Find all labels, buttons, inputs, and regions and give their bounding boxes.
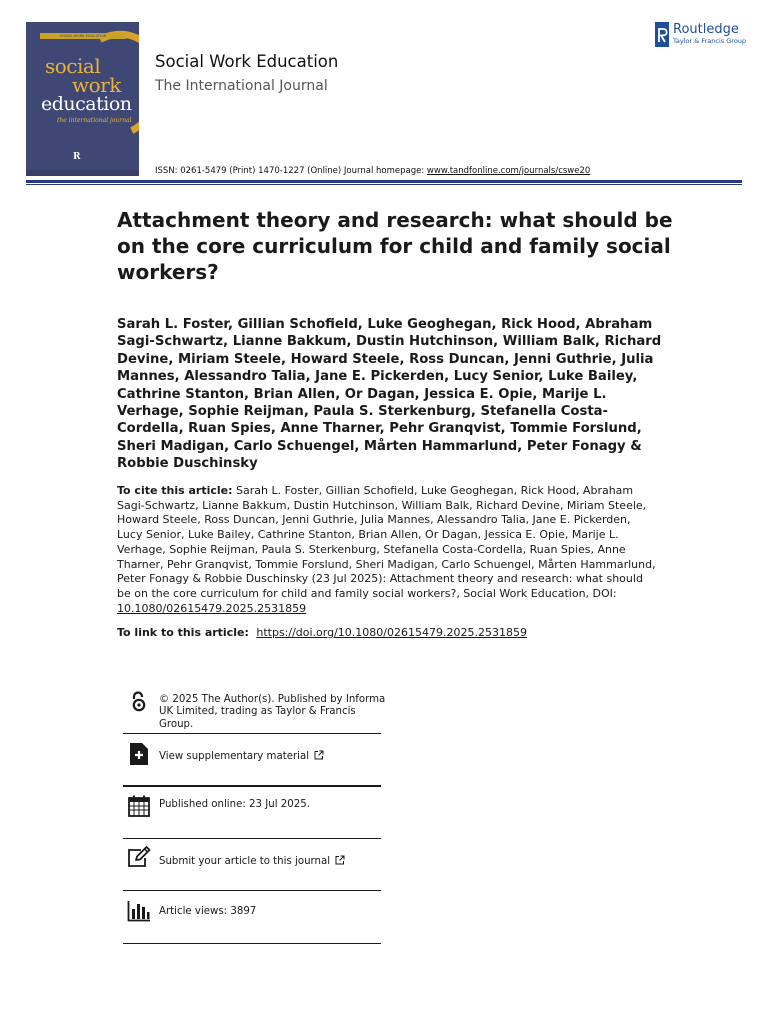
cover-footer-bar: [26, 170, 139, 176]
journal-homepage-link[interactable]: www.tandfonline.com/journals/cswe20: [426, 166, 591, 176]
cover-banner: [40, 33, 126, 39]
submit-block[interactable]: [123, 846, 381, 886]
header-divider-thin: [26, 184, 742, 185]
cover-tagline: the international journal: [57, 117, 132, 124]
open-access-icon: [127, 690, 151, 714]
article-link-line: [117, 626, 527, 639]
supplementary-row[interactable]: [159, 750, 389, 763]
routledge-r-icon: [655, 22, 669, 47]
article-views[interactable]: Article views: 3897: [159, 906, 257, 917]
journal-title[interactable]: Social Work Education: [155, 52, 339, 71]
cover-word-social: social: [45, 54, 101, 78]
cite-label: To cite this article:: [117, 484, 233, 497]
publisher-name: Routledge: [673, 22, 739, 37]
cover-word-education: education: [41, 93, 132, 115]
info-divider: [123, 890, 381, 891]
calendar-icon: [127, 794, 151, 818]
header-divider: [26, 180, 742, 183]
published-block: [123, 794, 381, 834]
issn-text: ISSN: 0261-5479 (Print) 1470-1227 (Online) Journal homepage:: [155, 166, 425, 176]
article-doi-link[interactable]: https://doi.org/10.1080/02615479.2025.2531859: [256, 626, 527, 639]
supplementary-block[interactable]: [123, 742, 381, 782]
external-link-icon: [314, 750, 324, 760]
issn-line: [155, 166, 590, 176]
citation-block: [117, 484, 657, 616]
routledge-mark-icon: [655, 22, 669, 47]
cite-text: Sarah L. Foster, Gillian Schofield, Luke Geoghegan, Rick Hood, Abraham Sagi-Schwartz, Lianne Bakkum, Dustin Hutchinson, William Balk, Richard Devine, Miriam Steele, Howard Steele, Ross Duncan, Jenni Guthrie, Julia Mannes, Alessandro Talia, Jane E. Pickerden, Lucy Senior, Luke Bailey, Cathrine Stanton, Brian Allen, Or Dagan, Jessica E. Opie, Marije L. Verhage, Sophie Reijman, Paula S. Sterkenburg, Stefanella Costa-Cordella, Ruan Spies, Anne Tharner, Pehr Granqvist, Tommie Forslund, Sheri Madigan, Carlo Schuengel, Mårten Hammarlund, Peter Fonagy & Robbie Duschinsky (23 Jul 2025): Attachment theory and research: what should be on the core curriculum for child and family social workers?, Social Work Education, DOI:: [117, 484, 656, 600]
cover-word-work: work: [72, 73, 121, 97]
license-text: © 2025 The Author(s). Published by Informa UK Limited, trading as Taylor & Francis Group.: [159, 694, 386, 730]
cover-publisher-mark: R: [73, 152, 81, 162]
publisher-logo[interactable]: [655, 22, 746, 47]
external-link-icon: [335, 855, 345, 865]
article-title: Attachment theory and research: what should be on the core curriculum for child and family social workers?: [117, 208, 673, 284]
article-authors: Sarah L. Foster, Gillian Schofield, Luke Geoghegan, Rick Hood, Abraham Sagi-Schwartz, Lianne Bakkum, Dustin Hutchinson, William Balk, Richard Devine, Miriam Steele, Howard Steele, Ross Duncan, Jenni Guthrie, Julia Mannes, Alessandro Talia, Jane E. Pickerden, Lucy Senior, Luke Bailey, Cathrine Stanton, Brian Allen, Or Dagan, Jessica E. Opie, Marije L. Verhage, Sophie Reijman, Paula S. Sterkenburg, Stefanella Costa-Cordella, Ruan Spies, Anne Tharner, Pehr Granqvist, Tommie Forslund, Sheri Madigan, Carlo Schuengel, Mårten Hammarlund, Peter Fonagy & Robbie Duschinsky: [117, 317, 662, 472]
info-divider: [123, 733, 381, 734]
info-divider: [123, 838, 381, 839]
journal-subtitle: The International Journal: [155, 78, 328, 94]
submit-article-link[interactable]: Submit your article to this journal: [159, 856, 331, 867]
published-date: Published online: 23 Jul 2025.: [159, 799, 310, 810]
supplementary-link[interactable]: View supplementary material: [159, 751, 310, 762]
views-block[interactable]: [123, 899, 381, 939]
bar-chart-icon: [127, 899, 151, 923]
publisher-subtitle: Taylor & Francis Group: [673, 37, 747, 45]
cite-doi-link[interactable]: 10.1080/02615479.2025.2531859: [117, 601, 307, 615]
info-divider: [123, 943, 381, 944]
license-block: [123, 690, 386, 734]
journal-cover-image[interactable]: [26, 22, 139, 176]
edit-icon: [127, 846, 151, 870]
link-label: To link to this article:: [117, 626, 249, 639]
submit-row[interactable]: [159, 855, 389, 868]
cover-banner-text: SOCIAL WORK EDUCATION: [59, 34, 107, 38]
info-divider: [123, 785, 381, 787]
supplementary-plus-icon: [127, 742, 151, 766]
